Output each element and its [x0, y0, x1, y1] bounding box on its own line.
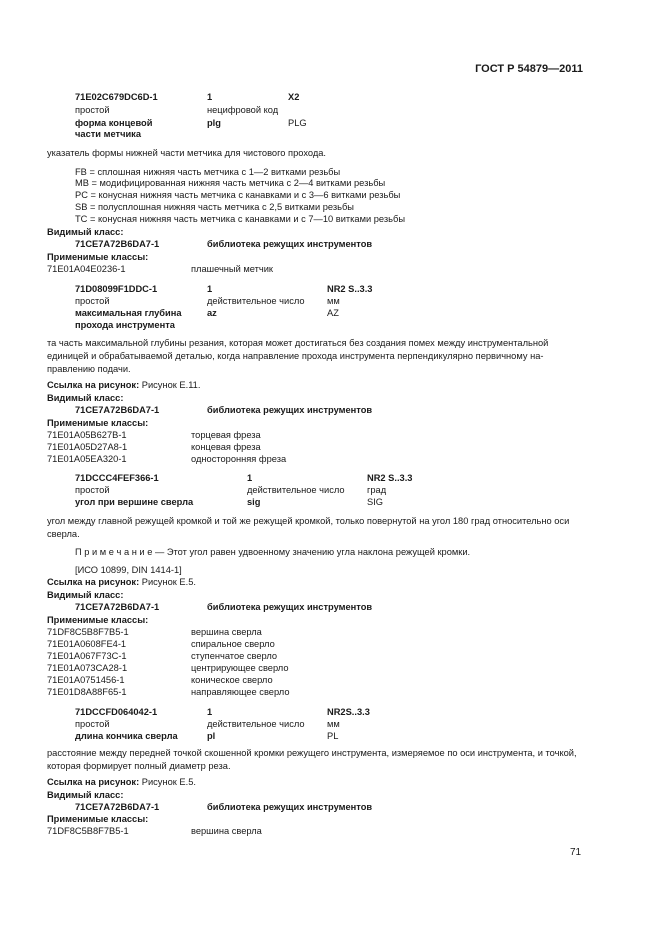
entry-unit-ru: град: [367, 485, 387, 495]
figure-reference-label: Ссылка на рисунок:: [47, 777, 140, 787]
applicable-class-name: спиральное сверло: [191, 639, 275, 649]
visible-class-label: Видимый класс:: [47, 227, 124, 237]
entry-symbol: pl: [207, 731, 216, 741]
applicable-class-name: плашечный метчик: [191, 264, 274, 274]
entry-tag: NR2 S..3.3: [367, 473, 413, 483]
visible-class-code: 71CE7A72B6DA7-1: [75, 405, 160, 415]
entry-type: простой: [75, 296, 110, 306]
entry-symbol: az: [207, 308, 217, 318]
entry-typename: действительное число: [247, 485, 345, 495]
entry-definition: указатель формы нижней части метчика для чистового прохода.: [47, 148, 327, 158]
entry-symbol: sig: [247, 497, 261, 507]
entry-definition: та часть максимальной глубины резания, которая может достигаться без создания помех между инструментальной единицей и обрабатываемой деталью, когда направление прохода инструмента перпендикулярно первичному на-правлению подачи.: [47, 338, 549, 374]
entry-code: 71DCCFD064042-1: [75, 707, 158, 717]
applicable-class-code: 71E01A05B627B-1: [47, 430, 127, 440]
entry-name-line1: длина кончика сверла: [75, 731, 178, 741]
visible-class-name: библиотека режущих инструментов: [207, 239, 373, 249]
applicable-classes-label: Применимые классы:: [47, 615, 149, 625]
entry-unit-ru: мм: [327, 296, 340, 306]
visible-class-code: 71CE7A72B6DA7-1: [75, 602, 160, 612]
entry-tag: NR2 S..3.3: [327, 284, 373, 294]
entry-number: 1: [247, 473, 253, 483]
visible-class-name: библиотека режущих инструментов: [207, 602, 373, 612]
entry-type: простой: [75, 485, 110, 495]
entry-number: 1: [207, 707, 213, 717]
entry-number: 1: [207, 92, 213, 102]
applicable-class-name: торцевая фреза: [191, 430, 261, 440]
entry-typename: нецифровой код: [207, 105, 279, 115]
entry-name-line2: части метчика: [75, 129, 142, 139]
applicable-class-name: вершина сверла: [191, 627, 262, 637]
visible-class-label: Видимый класс:: [47, 393, 124, 403]
visible-class-code: 71CE7A72B6DA7-1: [75, 239, 160, 249]
applicable-class-code: 71E01A067F73C-1: [47, 651, 127, 661]
visible-class-name: библиотека режущих инструментов: [207, 802, 373, 812]
entry-code: 71E02C679DC6D-1: [75, 92, 158, 102]
entry-name-line2: прохода инструмента: [75, 320, 175, 330]
applicable-class-code: 71DF8C5B8F7B5-1: [47, 627, 129, 637]
applicable-class-code: 71E01A04E0236-1: [47, 264, 126, 274]
entry-unit: AZ: [327, 308, 339, 318]
list-item: SB = полусплошная нижняя часть метчика с 2,5 витками резьбы: [75, 202, 354, 212]
entry-type: простой: [75, 719, 110, 729]
applicable-class-name: направляющее сверло: [191, 687, 290, 697]
applicable-class-code: 71E01A073CA28-1: [47, 663, 128, 673]
entry-code: 71DCCC4FEF366-1: [75, 473, 159, 483]
applicable-class-code: 71E01A05D27A8-1: [47, 442, 128, 452]
applicable-class-name: концевая фреза: [191, 442, 261, 452]
entry-number: 1: [207, 284, 213, 294]
figure-reference-label: Ссылка на рисунок:: [47, 577, 140, 587]
applicable-class-name: коническое сверло: [191, 675, 273, 685]
entry-source-reference: [ИСО 10899, DIN 1414-1]: [75, 565, 182, 575]
figure-reference-label: Ссылка на рисунок:: [47, 380, 140, 390]
entry-definition: угол между главной режущей кромкой и той же режущей кромкой, только повернутой на угол 180 град относительно оси сверла.: [47, 516, 570, 539]
entry-unit: SIG: [367, 497, 384, 507]
applicable-class-name: ступенчатое сверло: [191, 651, 278, 661]
applicable-class-code: 71E01A0608FE4-1: [47, 639, 127, 649]
applicable-class-code: 71E01A0751456-1: [47, 675, 125, 685]
applicable-class-name: центрирующее сверло: [191, 663, 289, 673]
applicable-class-code: 71E01D8A88F65-1: [47, 687, 127, 697]
figure-reference: [47, 576, 196, 589]
figure-reference-value: Рисунок Е.5.: [141, 577, 196, 587]
applicable-class-name: односторонняя фреза: [191, 454, 287, 464]
entry-note: П р и м е ч а н и е — Этот угол равен удвоенному значению угла наклона режущей кромки.: [75, 547, 471, 557]
document-header: ГОСТ Р 54879—2011: [475, 63, 583, 75]
figure-reference: [47, 776, 196, 789]
entry-unit: PL: [327, 731, 339, 741]
list-item: MB = модифицированная нижняя часть метчика с 2—4 витками резьбы: [75, 178, 386, 188]
entry-code: 71D08099F1DDC-1: [75, 284, 158, 294]
entry-tag: NR2S..3.3: [327, 707, 370, 717]
entry-unit-ru: мм: [327, 719, 340, 729]
visible-class-code: 71CE7A72B6DA7-1: [75, 802, 160, 812]
figure-reference-value: Рисунок Е.5.: [141, 777, 196, 787]
entry-tag: X2: [288, 92, 300, 102]
entry-typename: действительное число: [207, 296, 305, 306]
applicable-classes-label: Применимые классы:: [47, 418, 149, 428]
entry-name-line1: форма концевой: [75, 118, 153, 128]
list-item: FB = сплошная нижняя часть метчика с 1—2 витками резьбы: [75, 167, 341, 177]
entry-type: простой: [75, 105, 110, 115]
page-number: 71: [570, 847, 582, 858]
applicable-classes-label: Применимые классы:: [47, 252, 149, 262]
visible-class-label: Видимый класс:: [47, 590, 124, 600]
entry-definition: расстояние между передней точкой скошенной кромки режущего инструмента, измеряемое по оси инструмента, и точкой, которая формирует полный диаметр реза.: [47, 748, 577, 771]
list-item: PC = конусная нижняя часть метчика с канавками и с 3—6 витками резьбы: [75, 190, 401, 200]
visible-class-label: Видимый класс:: [47, 790, 124, 800]
applicable-classes-label: Применимые классы:: [47, 814, 149, 824]
figure-reference-value: Рисунок Е.11.: [141, 380, 201, 390]
entry-symbol: plg: [207, 118, 221, 128]
applicable-class-name: вершина сверла: [191, 826, 262, 836]
figure-reference: [47, 379, 200, 392]
entry-unit: PLG: [288, 118, 307, 128]
list-item: TC = конусная нижняя часть метчика с канавками и с 7—10 витками резьбы: [75, 214, 406, 224]
entry-name-line1: угол при вершине сверла: [75, 497, 194, 507]
entry-typename: действительное число: [207, 719, 305, 729]
visible-class-name: библиотека режущих инструментов: [207, 405, 373, 415]
entry-name-line1: максимальная глубина: [75, 308, 182, 318]
applicable-class-code: 71E01A05EA320-1: [47, 454, 127, 464]
applicable-class-code: 71DF8C5B8F7B5-1: [47, 826, 129, 836]
